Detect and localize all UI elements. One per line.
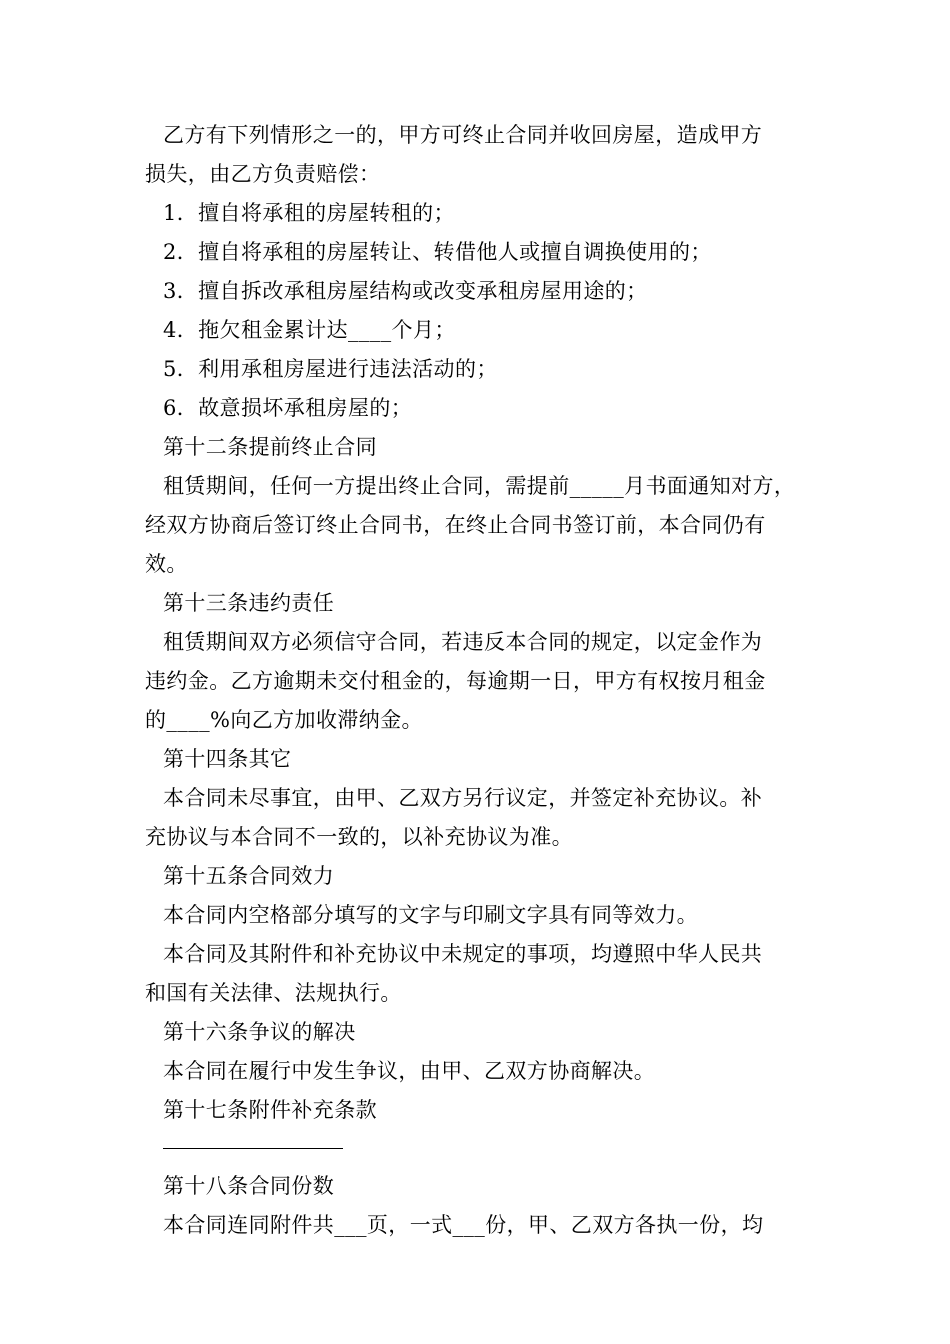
document-page [145,116,810,1245]
paragraph-line: 本合同及其附件和补充协议中未规定的事项，均遵照中华人民共 [163,942,763,966]
paragraph-line: 租赁期间双方必须信守合同，若违反本合同的规定，以定金作为 [163,630,763,654]
paragraph-line: 本合同连同附件共___页，一式___份，甲、乙双方各执一份，均 [163,1213,764,1237]
article-heading: 第十二条提前终止合同 [163,435,377,459]
paragraph-line: 6．故意损坏承租房屋的； [163,396,413,420]
paragraph-line: 经双方协商后签订终止合同书，在终止合同书签订前，本合同仍有 [145,513,766,537]
paragraph-line: 损失，由乙方负责赔偿： [145,162,381,186]
paragraph-line: 本合同内空格部分填写的文字与印刷文字具有同等效力。 [163,903,698,927]
paragraph-line: 充协议与本合同不一致的，以补充协议为准。 [145,825,573,849]
paragraph-line: 1．擅自将承租的房屋转租的； [163,201,455,225]
paragraph-line: 本合同在履行中发生争议，由甲、乙双方协商解决。 [163,1059,656,1083]
fill-in-blank-line [163,1148,343,1149]
paragraph-line: 违约金。乙方逾期未交付租金的，每逾期一日，甲方有权按月租金 [145,669,766,693]
article-heading: 第十七条附件补充条款 [163,1098,377,1122]
paragraph-line: 乙方有下列情形之一的，甲方可终止合同并收回房屋，造成甲方 [163,123,763,147]
paragraph-line: 3．擅自拆改承租房屋结构或改变承租房屋用途的； [163,279,648,303]
paragraph-line: 2．擅自将承租的房屋转让、转借他人或擅自调换使用的； [163,240,712,264]
article-heading: 第十八条合同份数 [163,1174,335,1198]
paragraph-line: 本合同未尽事宜，由甲、乙双方另行议定，并签定补充协议。补 [163,786,763,810]
article-heading: 第十六条争议的解决 [163,1020,356,1044]
paragraph-line: 5．利用承租房屋进行违法活动的； [163,357,498,381]
article-heading: 第十三条违约责任 [163,591,335,615]
paragraph-line: 效。 [145,552,188,576]
article-heading: 第十五条合同效力 [163,864,335,888]
paragraph-line: 和国有关法律、法规执行。 [145,981,402,1005]
article-heading: 第十四条其它 [163,747,292,771]
paragraph-line: 4．拖欠租金累计达____个月； [163,318,456,342]
paragraph-line: 的____%向乙方加收滞纳金。 [145,708,423,732]
paragraph-line: 租赁期间，任何一方提出终止合同，需提前_____月书面通知对方， [163,474,796,498]
